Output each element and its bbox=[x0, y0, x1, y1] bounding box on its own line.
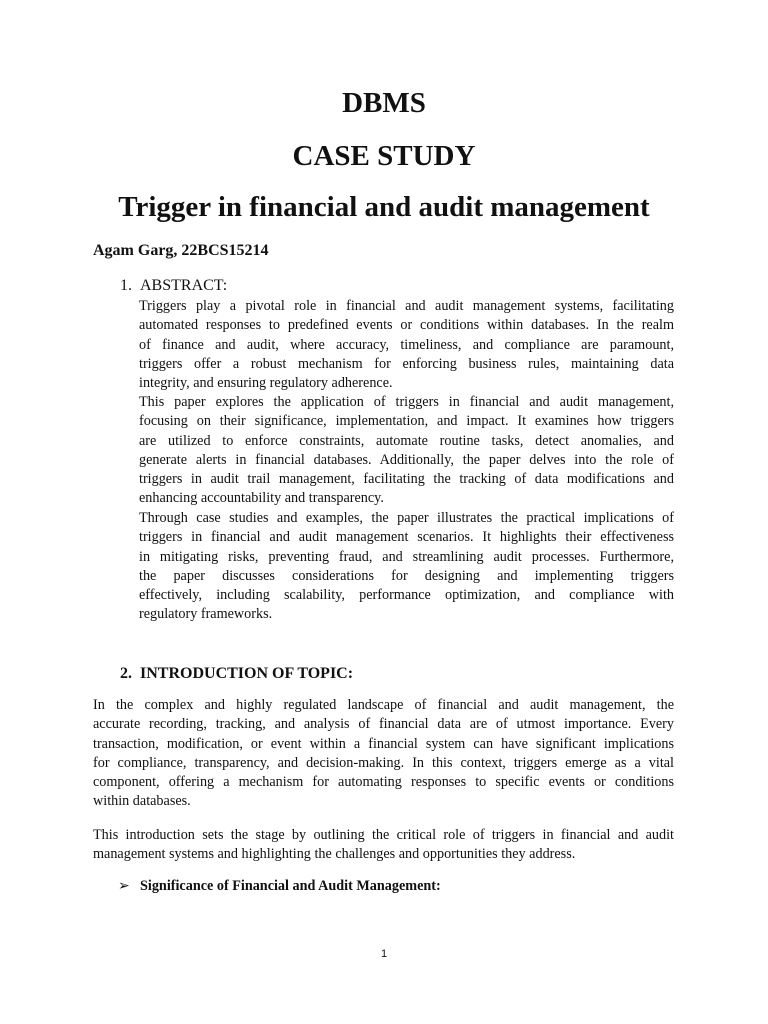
arrow-bullet-icon: ➢ bbox=[118, 878, 130, 894]
bullet-text: Significance of Financial and Audit Management: bbox=[140, 878, 441, 894]
document-title-line1: DBMS bbox=[342, 87, 426, 119]
text-line: Triggers play a pivotal role in financial and audit management systems, facilitating bbox=[139, 298, 674, 314]
text-line: automated responses to predefined events or conditions within databases. In the realm bbox=[139, 317, 674, 334]
text-line: triggers offer a robust mechanism for enforcing business rules, maintaining data bbox=[139, 355, 674, 372]
section-number: 1. bbox=[120, 277, 132, 294]
abstract-paragraph-2 bbox=[139, 393, 674, 509]
abstract-paragraph-3 bbox=[139, 509, 674, 625]
text-line: accurate recording, tracking, and analysis of financial data are of utmost importance. Every bbox=[93, 716, 674, 733]
text-line: in mitigating risks, preventing fraud, and streamlining audit processes. Furthermore, bbox=[139, 548, 674, 565]
introduction-paragraph-1 bbox=[93, 696, 674, 812]
text-line: This introduction sets the stage by outlining the critical role of triggers in financial and audit bbox=[93, 827, 674, 843]
text-line: enhancing accountability and transparency. bbox=[139, 490, 384, 507]
text-line: within databases. bbox=[93, 793, 191, 810]
text-line: triggers in audit trail management, facilitating the tracking of data modifications and bbox=[139, 471, 674, 488]
text-line: are utilized to enforce constraints, automate routine tasks, detect anomalies, and bbox=[139, 432, 674, 449]
text-line: generate alerts in financial databases. Additionally, the paper delves into the role of bbox=[139, 451, 674, 468]
text-line: In the complex and highly regulated landscape of financial and audit management, the bbox=[93, 697, 674, 713]
text-line: regulatory frameworks. bbox=[139, 606, 273, 623]
text-line: the paper discusses considerations for designing and implementing triggers bbox=[139, 567, 674, 584]
text-line: effectively, including scalability, performance optimization, and compliance with bbox=[139, 587, 674, 604]
text-line: management systems and highlighting the challenges and opportunities they address. bbox=[93, 846, 576, 863]
text-line: triggers in financial and audit management scenarios. It highlights their effectiveness bbox=[139, 529, 674, 546]
section-number: 2. bbox=[120, 665, 132, 682]
text-line: integrity, and ensuring regulatory adherence. bbox=[139, 375, 393, 392]
author-line: Agam Garg, 22BCS15214 bbox=[93, 242, 269, 259]
document-title-line2: CASE STUDY bbox=[292, 140, 476, 172]
section-heading-introduction bbox=[120, 664, 353, 684]
text-line: Through case studies and examples, the paper illustrates the practical implications of bbox=[139, 510, 674, 526]
text-line: This paper explores the application of triggers in financial and audit management, bbox=[139, 394, 674, 410]
text-line: of finance and audit, where accuracy, timeliness, and compliance are paramount, bbox=[139, 336, 674, 353]
text-line: transaction, modification, or event within a financial system can have significant implications bbox=[93, 735, 674, 752]
text-line: component, offering a mechanism for automating responses to specific events or conditions bbox=[93, 774, 674, 791]
abstract-paragraph-1 bbox=[139, 297, 674, 393]
document-title-line3: Trigger in financial and audit management bbox=[118, 191, 650, 223]
section-heading-abstract bbox=[120, 276, 227, 296]
section-title: INTRODUCTION OF TOPIC: bbox=[140, 665, 354, 682]
text-line: for compliance, transparency, and decision-making. In this context, triggers emerge as a vital bbox=[93, 754, 674, 771]
page-number: 1 bbox=[380, 948, 388, 960]
introduction-paragraph-2 bbox=[93, 826, 674, 865]
section-title: ABSTRACT: bbox=[140, 277, 228, 294]
bullet-item bbox=[118, 877, 441, 896]
text-line: focusing on their significance, implementation, and impact. It examines how triggers bbox=[139, 413, 674, 430]
